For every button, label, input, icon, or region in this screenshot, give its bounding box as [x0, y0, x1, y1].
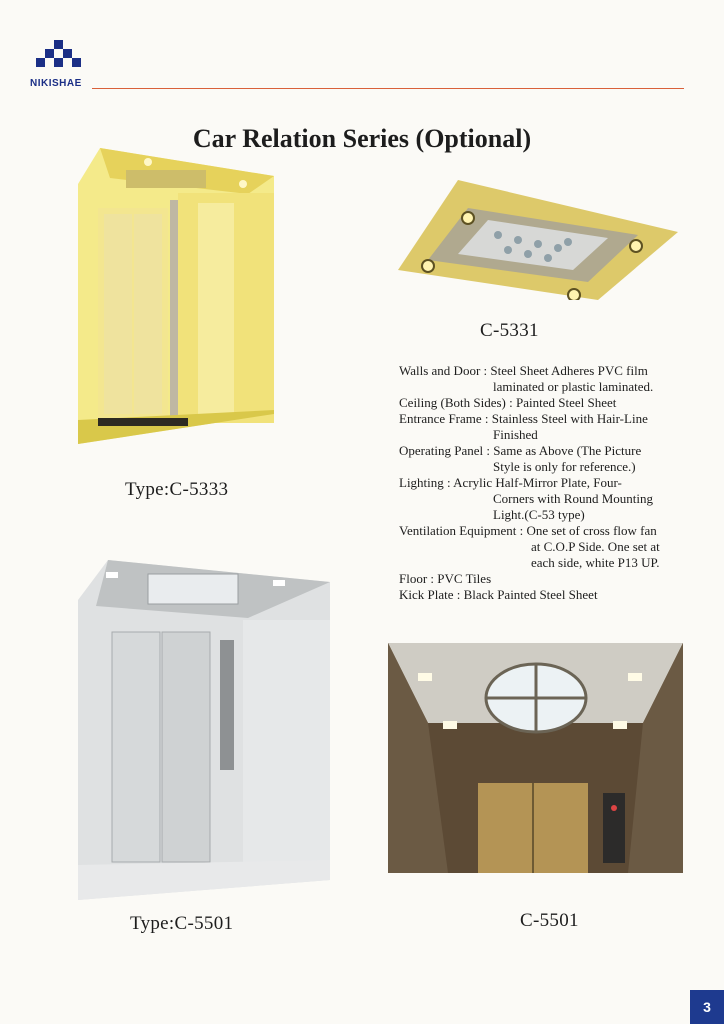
caption-c5331: C-5331: [480, 320, 539, 341]
spec-lighting-cont-1: Corners with Round Mounting: [493, 491, 653, 506]
stainless-elevator-interior-image: [388, 643, 683, 873]
spec-panel-cont: Style is only for reference.): [493, 459, 636, 474]
caption-c5501-type: Type:C-5501: [130, 913, 234, 934]
spec-walls: Walls and Door : Steel Sheet Adheres PVC film: [399, 363, 648, 378]
page-number-badge: 3: [690, 990, 724, 1024]
brand-name: NIKISHAE: [30, 78, 82, 89]
spec-lighting: Lighting : Acrylic Half-Mirror Plate, Four-: [399, 475, 622, 490]
company-logo: [34, 40, 86, 76]
gold-elevator-cabin-image: [78, 148, 274, 444]
spec-entrance-cont: Finished: [493, 427, 538, 442]
spec-floor: Floor : PVC Tiles: [399, 571, 492, 586]
spec-kickplate: Kick Plate : Black Painted Steel Sheet: [399, 587, 598, 602]
spec-entrance: Entrance Frame : Stainless Steel with Hair-Line: [399, 411, 648, 426]
spec-list: [399, 363, 699, 603]
spec-ceiling: Ceiling (Both Sides) : Painted Steel Sheet: [399, 395, 617, 410]
stainless-elevator-cabin-image: [78, 560, 330, 900]
spec-ventilation-cont-2: each side, white P13 UP.: [531, 555, 660, 570]
page-title: Car Relation Series (Optional): [192, 124, 532, 153]
spec-ventilation-cont-1: at C.O.P Side. One set at: [531, 539, 660, 554]
caption-c5333: Type:C-5333: [125, 479, 229, 500]
spec-ventilation: Ventilation Equipment : One set of cross flow fan: [399, 523, 657, 538]
caption-c5501: C-5501: [520, 910, 579, 931]
header-divider: [92, 88, 684, 89]
spec-panel: Operating Panel : Same as Above (The Picture: [399, 443, 642, 458]
spec-walls-cont: laminated or plastic laminated.: [493, 379, 654, 394]
gold-ceiling-panel-image: [398, 180, 678, 300]
spec-lighting-cont-2: Light.(C-53 type): [493, 507, 585, 522]
